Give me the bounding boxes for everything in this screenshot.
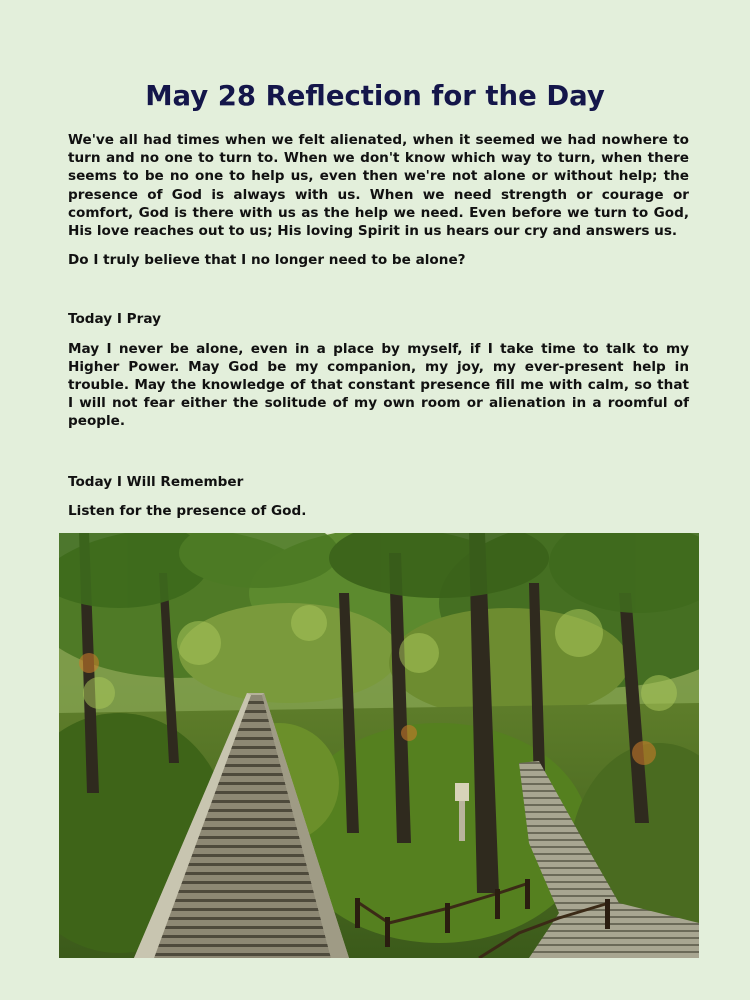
remember-text: Listen for the presence of God. <box>68 502 307 519</box>
reflection-paragraph: We've all had times when we felt alienated, when it seemed we had nowhere to turn and no one to turn to. When we don't know which way to turn, when there seems to be no one to help us, even then we're not alone or without help; the presence of God is always with us. When we need strength or courage or comfort, God is there with us as the help we need. Even before we turn to God, His love reaches out to us; His loving Spirit in us hears our cry and answers us. <box>68 132 689 240</box>
reflection-question: Do I truly believe that I no longer need to be alone? <box>68 252 466 269</box>
forest-stairway-photo <box>59 533 699 958</box>
forest-stairway-illustration <box>59 533 699 958</box>
page-title: May 28 Reflection for the Day <box>145 80 605 113</box>
pray-heading: Today I Pray <box>68 311 161 328</box>
prayer-paragraph: May I never be alone, even in a place by myself, if I take time to talk to my Higher Power. May God be my companion, my joy, my ever-present help in trouble. May the knowledge of that constant presence fill me with calm, so that I will not fear either the solitude of my own room or alienation in a roomful of people. <box>68 340 689 430</box>
reflection-content <box>68 131 689 520</box>
remember-heading: Today I Will Remember <box>68 473 244 490</box>
